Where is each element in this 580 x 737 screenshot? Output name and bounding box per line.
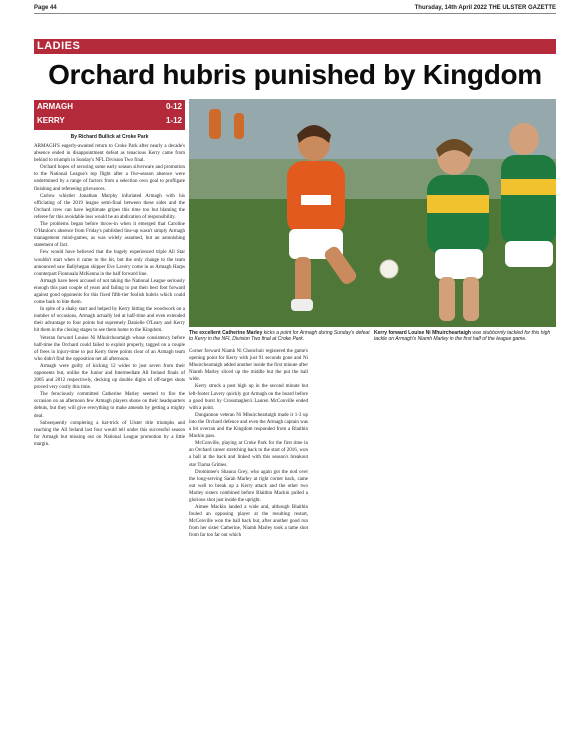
page-number: Page 44 [34,4,57,11]
photo-caption-right [374,330,556,342]
article-paragraph: ARMAGH'S eagerly-awaited return to Croke Park after nearly a decade's absence ended in disappointment defeat as tenacious Kerry came from behind to triumph in Sunday's NFL Division Two final. [34,144,185,164]
byline: By Richard Bullick at Croke Park [70,134,149,140]
article-paragraph: McConville, playing at Croke Park for the first time in an Orchard career stretching back to the start of 2016, won a ball at the back and linked with this season's breakout star Tiarna Grimes. [189,441,308,468]
article-paragraph: Armagh were guilty of kicking 12 wides to just seven from their opponents but, unlike the Junior and Intermediate All Ireland finals of 2005 and 2012 respectively, decking up double digits of off-target shots proved very costly this time. [34,363,185,391]
date-line: Thursday, 14th April 2022 THE ULSTER GAZETTE [414,4,556,11]
caption-lead: The excellent Catherine Marley [189,330,263,336]
caption-text: kicks a point for Armagh during Sunday's defeat to Kerry in the NFL Division Two final at Croke Park. [189,330,370,343]
article-paragraph: The ferociously committed Catherine Marley seemed to fire the occasion on an afternoon few Armagh players shone on their headquarters debuts, but they will give everything to make amends by getting a mighty deal. [34,392,185,419]
article-paragraph: Veteran forward Louise Ni Mhuircheartaigh whose consistency before half-time the Orchard could failed to exploit properly, tagged on a couple of frees in injury-time to put Kerry three points clear of an Armagh team who didn't find the opposition net all afternoon. [34,335,185,362]
caption-lead: Kerry forward Louise Ni Mhuircheartaigh [374,330,471,336]
headline: Orchard hubris punished by Kingdom [48,59,542,90]
team-name: ARMAGH [37,102,73,111]
article-paragraph: Armagh have been accused of not taking the National League seriously enough this past couple of years and failing to put their best foot forward against good opponents for this fixed fifth-tier foolish hubris which could come back to bite them. [34,278,185,306]
article-paragraph: Corner forward Niamh Ni Chonchuir registered the game's opening point for Kerry with just 91 seconds gone and Ni Mhuircheartaigh added another inside the first minute after Niamh Marley sliced up the middle but the put the ball wide. [189,349,308,383]
score-row [34,100,185,114]
article-paragraph: Carlow whistler Jonathan Murphy infuriated Armagh with his officiating of the 2019 league semi-final between these sides and the Orchard crew can have legitimate gripes this time too but blaming the referee for this avoidable loss would be an abdication of responsibility. [34,193,185,220]
score-row [34,114,185,128]
scoreboard [34,100,185,130]
article-paragraph: Kerry struck a post high up in the second minute but left-footer Lavery quickly got Armagh on the board before a good burst by Crossmaglen's Lauren McConville ended with a point. [189,384,308,411]
article-paragraph: Subsequently completing a hat-trick of Ulster title triumphs and reaching the All Ireland last four would tell under this successful season for Armagh but missing out on National League promotion by a little margin. [34,420,185,447]
article-paragraph: Few would have believed that the hugely experienced triple All Star wouldn't start when it came to the hit, but the only change to the team announced saw Ballyhegan skipper Eve Lavery come in as Armagh Harps counterpart Fionnuala McKenna in the half forward line. [34,250,185,277]
team-name: KERRY [37,116,65,125]
article-paragraph: In spite of a shaky start and helped by Kerry hitting the woodwork on a number of occasions, Armagh actually led at half-time and even extended their advantage to four points but supremely Danielle O'Leary and Kerry hit them in the closing stages to see them home to the Kingdom. [34,307,185,334]
article-paragraph: Dromintee's Shauna Grey, who again got the nod over the long-serving Sarah Marley at right corner back, came out well to break up a Kerry attack and the other two Marley sisters combined before Blaithin Mackin pulled a glorious shot just inside the upright. [189,469,308,503]
team-score: 1-12 [165,116,182,125]
article-paragraph: Dungannon veteran Ni Mhuircheartaigh made it 1-3 up into the Orchard defence and even the Armagh captain was a bit overran and the Kingdom responded from a Blaithin Mackin pass. [189,412,308,440]
article-paragraph: Aimee Mackin landed a wide and, although Blaithin fouled an opposing player at the resulting restart, McConville won the ball back but, after another good run from her sister Catherine, Niamh Marley took a tame shot from far too far out which [189,505,308,539]
page-header [34,3,556,12]
team-score: 0-12 [165,102,182,111]
header-rule [34,13,556,14]
match-photo-illustration [189,99,556,327]
match-photo [189,99,556,327]
photo-caption-left [189,330,371,342]
section-label: LADIES [37,40,81,52]
section-banner [34,39,556,54]
article-column-2 [189,348,308,540]
caption-text: was stubbornly tackled for this high tackle on Armagh's Niamh Marley in the first half of the league game. [374,330,551,343]
article-paragraph: Orchard hopes of securing some early season silverware and promotion to the National League's top flight after a five-season absence were undermined by a range of factors from a selection own goal to profligate finishing and refereeing grievances. [34,165,185,192]
article-column-1 [34,133,185,448]
article-paragraph: The problems began before throw-in when it emerged that Caroline O'Hanlon's absence from Friday's published line-up wasn't simply Armagh management mind-games, as was widely assumed, but an astonishing statement of fact. [34,222,185,249]
